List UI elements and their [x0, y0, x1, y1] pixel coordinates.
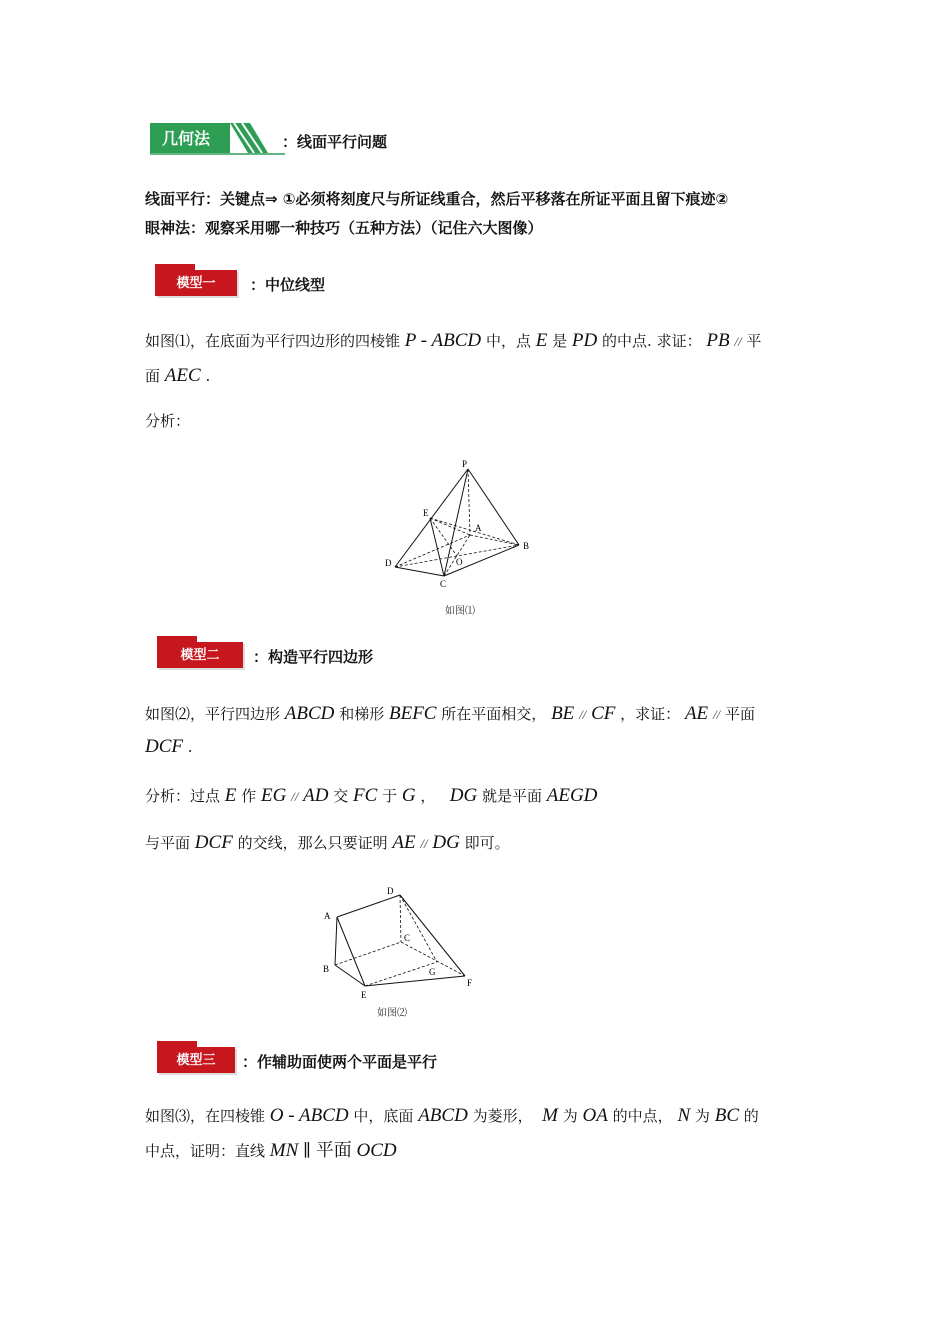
text: 中，点 — [485, 332, 531, 350]
math-eg: EG — [260, 785, 287, 806]
label-e: E — [423, 508, 429, 518]
label-b: B — [523, 541, 530, 551]
figure-1-drawing — [380, 455, 540, 620]
text: 就是平面 — [481, 787, 542, 805]
text: ， — [420, 787, 436, 805]
math-pd: PD — [571, 330, 598, 351]
math-dcf: DCF — [145, 736, 183, 757]
parallel-symbol: ∥ — [303, 1141, 311, 1161]
model1-badge — [155, 264, 237, 296]
label-e: E — [361, 990, 367, 1000]
parallel-symbol: // — [734, 334, 742, 349]
text: 平面 — [724, 705, 755, 723]
parallel-symbol: // — [712, 707, 721, 722]
label-o: O — [456, 557, 463, 567]
math-aegd: AEGD — [546, 785, 598, 806]
text: 是 — [552, 332, 568, 350]
model2-title: ：构造平行四边形 — [253, 648, 374, 666]
figure-2-drawing — [315, 880, 485, 1020]
math-fc: FC — [353, 785, 378, 806]
math-pb: PB — [706, 330, 730, 351]
intro-line-1: 线面平行：关键点⇒ ①必须将刻度尺与所证线重合，然后平移落在所证平面且留下痕迹② — [145, 190, 729, 208]
model1-badge-label: 模型一 — [155, 270, 237, 296]
text: 和梯形 — [339, 705, 385, 723]
text: 中点，证明：直线 — [145, 1142, 266, 1160]
model2-problem-line2 — [145, 736, 193, 758]
math-abcd: ABCD — [284, 703, 335, 724]
text: 交 — [333, 787, 349, 805]
model3-badge-label: 模型三 — [157, 1047, 235, 1073]
math-pyramid: P - ABCD — [404, 330, 482, 351]
math-cf: CF — [591, 703, 616, 724]
text: 为 — [694, 1107, 710, 1125]
math-befc: BEFC — [388, 703, 437, 724]
model2-problem-line1 — [145, 703, 755, 726]
header-title: ：线面平行问题 — [282, 133, 388, 151]
label-c: C — [404, 933, 411, 943]
text: 所在平面相交， — [441, 705, 547, 723]
text: 分析：过点 — [145, 787, 221, 805]
math-dcf: DCF — [194, 832, 233, 853]
text: 与平面 — [145, 834, 191, 852]
math-n: N — [677, 1105, 691, 1126]
parallel-symbol: // — [579, 707, 587, 722]
text: 如图⑵，平行四边形 — [145, 705, 281, 723]
model3-problem-line1 — [145, 1105, 759, 1127]
text: 如图⑶，在四棱锥 — [145, 1107, 266, 1125]
model1-problem-line1 — [145, 330, 761, 353]
text: 为 — [562, 1107, 578, 1125]
model1-analysis: 分析： — [145, 412, 191, 430]
label-f: F — [467, 978, 473, 988]
math-point-e: E — [535, 330, 548, 351]
math-dg: DG — [449, 785, 478, 806]
math-pyramid: O - ABCD — [269, 1105, 349, 1126]
figure-1-caption: 如图⑴ — [445, 606, 475, 617]
math-dg: DG — [432, 832, 460, 853]
model2-analysis-line1 — [145, 785, 597, 808]
label-d: D — [387, 886, 394, 896]
intro-line-2: 眼神法：观察采用哪一种技巧（五种方法）（记住六大图像） — [145, 219, 543, 237]
label-g: G — [429, 967, 436, 977]
text: 即可。 — [464, 834, 510, 852]
label-d: D — [385, 558, 392, 568]
label-p: P — [462, 459, 468, 469]
math-ocd: OCD — [356, 1140, 397, 1161]
model1-problem-line2 — [145, 365, 210, 387]
text: . — [187, 738, 193, 756]
math-ae: AE — [684, 703, 709, 724]
header-badge — [150, 121, 285, 155]
text: 的中点. 求证： — [602, 332, 702, 350]
parallel-symbol: // — [420, 836, 428, 851]
math-ad: AD — [303, 785, 329, 806]
text: 平 — [746, 332, 762, 350]
model2-analysis-line2 — [145, 832, 510, 855]
text: 如图⑴，在底面为平行四边形的四棱锥 — [145, 332, 401, 350]
math-ae: AE — [392, 832, 416, 853]
text: 面 — [145, 367, 161, 385]
figure-2 — [315, 880, 485, 1020]
label-c: C — [440, 579, 447, 589]
model3-title: ：作辅助面使两个平面是平行 — [242, 1053, 438, 1071]
text: 的 — [743, 1107, 759, 1125]
math-oa: OA — [582, 1105, 608, 1126]
model2-badge-label: 模型二 — [157, 642, 243, 668]
math-mn: MN — [269, 1140, 299, 1161]
label-a: A — [475, 523, 482, 533]
text: . — [205, 367, 211, 385]
math-m: M — [542, 1105, 558, 1126]
math-abcd: ABCD — [418, 1105, 468, 1126]
math-g: G — [401, 785, 416, 806]
text: 的交线，那么只要证明 — [237, 834, 388, 852]
text: 作 — [241, 787, 257, 805]
text: ，求证： — [620, 705, 681, 723]
math-e: E — [224, 785, 237, 806]
model3-problem-line2 — [145, 1140, 397, 1162]
text: 中，底面 — [353, 1107, 414, 1125]
model2-badge — [157, 636, 243, 668]
math-be: BE — [551, 703, 575, 724]
math-aec: AEC — [164, 365, 201, 386]
text: 于 — [382, 787, 398, 805]
label-a: A — [324, 911, 331, 921]
text: 为菱形， — [472, 1107, 533, 1125]
model3-badge — [157, 1041, 235, 1073]
figure-1 — [380, 455, 540, 620]
text: 平面 — [315, 1140, 352, 1161]
parallel-symbol: // — [291, 789, 299, 804]
header-badge-label: 几何法 — [162, 129, 211, 148]
model1-title: ：中位线型 — [250, 276, 326, 294]
figure-2-caption: 如图⑵ — [377, 1008, 407, 1019]
label-b: B — [323, 964, 330, 974]
text: 的中点， — [612, 1107, 673, 1125]
math-bc: BC — [714, 1105, 739, 1126]
